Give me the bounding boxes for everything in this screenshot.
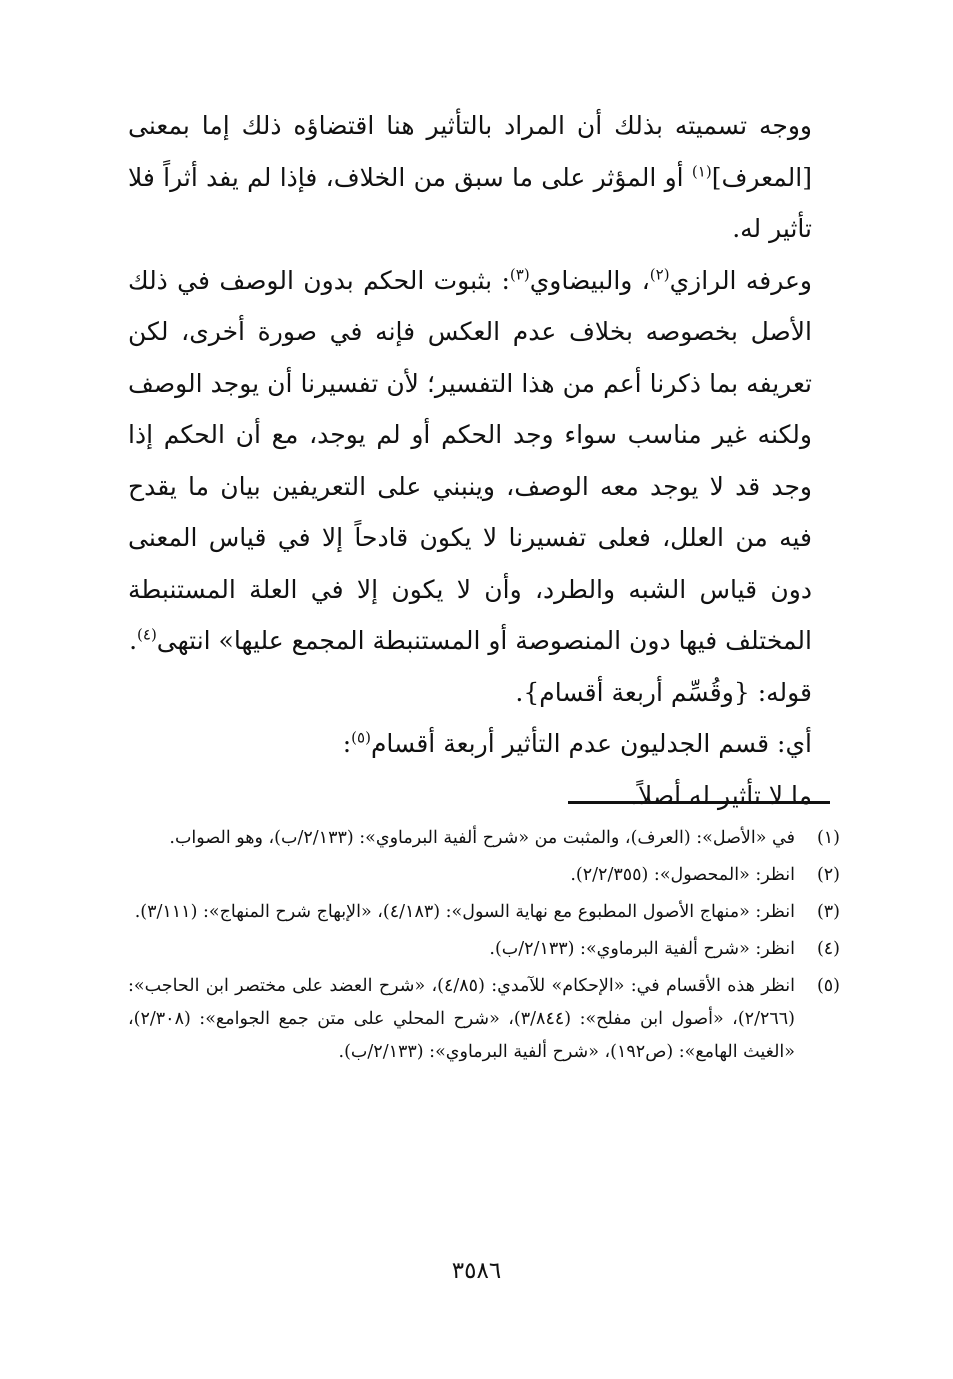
footnote-ref-3[interactable]: (٣) [509,265,530,284]
footnote-2 [128,859,840,892]
paragraph-3-text: قوله: {وقُسِّم أربعة أقسام}. [515,677,812,707]
footnote-5 [128,970,840,1069]
footnote-ref-1[interactable]: (١) [691,162,712,181]
footnote-text: انظر هذه الأقسام في: «الإحكام» للآمدي: (٤/٨٥)، «شرح العضد على مختصر ابن الحاجب»: (٢/٢٦٦)، «أصول ابن مفلح»: (٣/٨٤٤)، «شرح المحلي على متن جمع الجوامع»: (٢/٣٠٨)، «الغيث الهامع»: (ص١٩٢)، «شرح ألفية البرماوي»: (٢/١٣٣/ب). [128,976,795,1062]
footnote-text: انظر: «منهاج الأصول المطبوع مع نهاية السول»: (٤/١٨٣)، «الإبهاج شرح المنهاج»: (٣/١١١). [134,902,795,922]
paragraph-1 [128,100,840,255]
footnote-1 [128,822,840,855]
paragraph-2 [128,255,840,667]
paragraph-4-end: : [342,729,352,758]
footnote-text: انظر: «شرح ألفية البرماوي»: (٢/١٣٣/ب). [489,939,795,959]
footnote-number: (٢) [816,865,840,885]
footnote-ref-2[interactable]: (٢) [649,265,670,284]
paragraph-2-end: . [129,626,138,655]
paragraph-2-part-c: : بثبوت الحكم بدون الوصف في ذلك الأصل بخصوصه بخلاف عدم العكس فإنه في صورة أخرى، لكن تعريفه بما ذكرنا أعم من هذا التفسير؛ لأن تفسيرنا أن يوجد الوصف ولكنه غير مناسب سواء وجد الحكم أو لم يوجد، مع أن الحكم إذا وجد قد لا يوجد معه الوصف، وينبني على التعريفين بيان ما يقدح فيه من العلل، فعلى تفسيرنا لا يكون قادحاً إلا في قياس المعنى دون قياس الشبه والطرد، وأن لا يكون إلا في العلة المستنبطة المختلف فيها دون المنصوصة أو المستنبطة المجمع عليها» انتهى [128,265,812,655]
paragraph-2-part-b: ، والبيضاوي [529,265,650,295]
paragraph-1-text: ووجه تسميته بذلك أن المراد بالتأثير هنا اقتضاؤه ذلك إما بمعنى [المعرف] [128,111,812,192]
footnote-ref-4[interactable]: (٤) [137,625,157,644]
paragraph-4 [128,718,840,770]
footnote-text: انظر: «المحصول»: (٢/٢/٣٥٥). [570,865,795,885]
footnote-3 [128,896,840,929]
paragraph-3 [128,667,840,719]
footnote-number: (٥) [816,976,840,996]
paragraph-5-text: ما لا تأثير له أصلاً. [630,780,812,810]
footnote-ref-5[interactable]: (٥) [351,728,371,747]
paragraph-5 [128,770,840,822]
paragraph-1-tail: أو المؤثر على ما سبق من الخلاف، فإذا لم يفد أثراً فلا تأثير له. [128,162,812,243]
page-number: ٣٥٨٦ [451,1258,502,1284]
footnote-separator [568,801,830,804]
paragraph-2-part-a: وعرفه الرازي [669,265,812,295]
footnote-number: (٣) [816,902,840,922]
footnote-number: (١) [816,828,840,848]
footnote-number: (٤) [816,939,840,959]
main-text [128,100,840,821]
footnote-4 [128,933,840,966]
paragraph-4-text: أي: قسم الجدليون عدم التأثير أربعة أقسام [370,729,812,758]
footnote-text: في «الأصل»: (العرف)، والمثبت من «شرح ألفية البرماوي»: (٢/١٣٣/ب)، وهو الصواب. [169,828,795,848]
footnotes [128,822,840,1073]
